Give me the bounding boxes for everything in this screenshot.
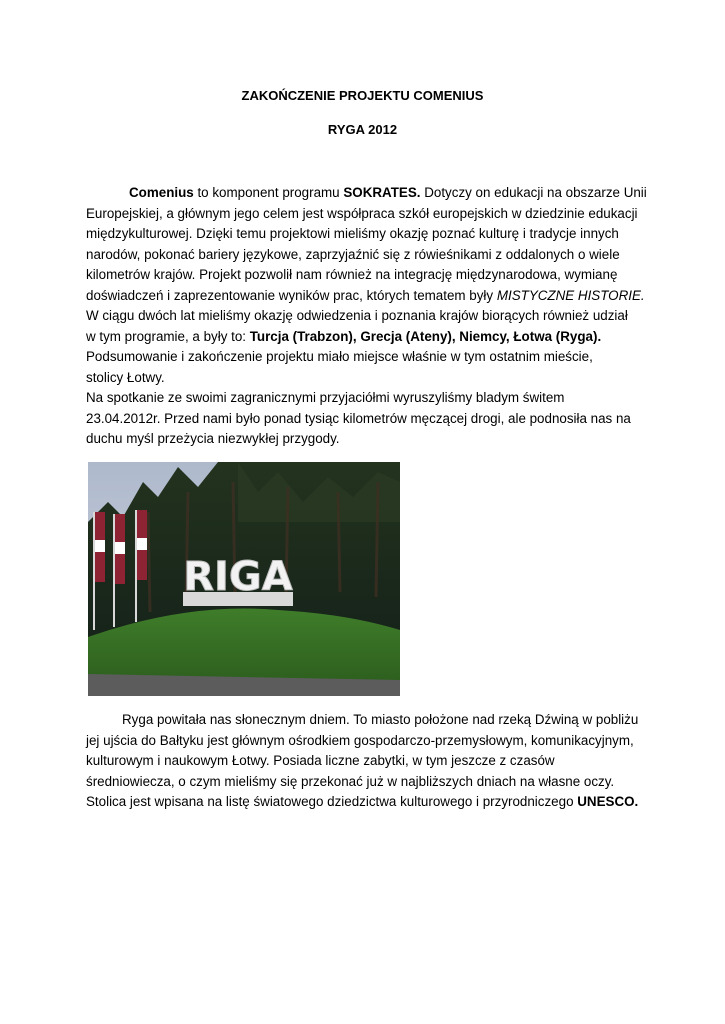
paragraph-line [86,286,646,307]
paragraph-line: Europejskiej, a głównym jego celem jest współpraca szkół europejskich w dziedzinie edukacji [86,205,638,221]
riga-sign-photo [88,462,400,696]
text-run: doświadczeń i zaprezentowanie wyników prac, których tematem były [86,287,497,303]
paragraph-line: kulturowym i naukowym Łotwy. Posiada liczne zabytki, w tym jeszcze z czasów [86,753,555,768]
riga-sign-text: RIGA [183,554,293,600]
paragraph-line: 23.04.2012r. Przed nami było ponad tysiąc kilometrów męczącej drogi, ale podnosiła nas na [86,410,631,426]
paragraph-line [86,710,646,731]
paragraph-line: międzykulturowej. Dzięki temu projektowi mieliśmy okazję poznać kulturę i tradycje innych [86,226,619,241]
italic-term: MISTYCZNE HISTORIE. [496,287,645,303]
document-subtitle: RYGA 2012 [327,122,398,137]
paragraph-line: jej ujścia do Bałtyku jest głównym ośrodkiem gospodarczo-przemysłowym, komunikacyjnym, [86,732,634,748]
paragraph-line [86,183,646,204]
paragraph-line: Na spotkanie ze swoimi zagranicznymi przyjaciółmi wyruszyliśmy bladym świtem [86,390,565,405]
paragraph-line: średniowiecza, o czym mieliśmy się przekonać już w najbliższych dniach na własne oczy. [86,773,615,789]
paragraph-line: kilometrów krajów. Projekt pozwolił nam również na integrację międzynarodowa, wymianę [86,267,618,282]
paragraph-line: narodów, pokonać bariery językowe, zaprzyjaźnić się z rówieśnikami z oddalonych o wiele [86,246,620,262]
paragraph-line: W ciągu dwóch lat mieliśmy okazję odwiedzenia i poznania krajów biorących również udział [86,308,628,323]
riga-photo-illustration [88,462,400,696]
paragraph-line [86,327,646,348]
text-run: Stolica jest wpisana na listę światowego dziedzictwa kulturowego i przyrodniczego [86,794,578,809]
bold-term-comenius: Comenius [129,185,194,200]
paragraph-line: stolicy Łotwy. [86,369,165,385]
text-run: to komponent programu [193,185,344,200]
bold-country-list: Turcja (Trabzon), Grecja (Ateny), Niemcy, Łotwa (Ryga). [249,328,602,344]
text-run: Ryga powitała nas słonecznym dniem. To miasto położone nad rzeką Dźwiną w pobliżu [122,712,639,727]
text-run: w tym programie, a były to: [86,328,250,344]
paragraph-line [86,792,646,813]
bold-term-sokrates: SOKRATES. [343,185,421,200]
paragraph-intro [86,183,646,450]
paragraph-riga [86,710,646,813]
bold-term-unesco: UNESCO. [577,794,639,809]
paragraph-line: duchu myśl przeżycia niezwykłej przygody. [86,431,340,446]
paragraph-line: Podsumowanie i zakończenie projektu miało miejsce właśnie w tym ostatnim mieście, [86,349,593,364]
document-title: ZAKOŃCZENIE PROJEKTU COMENIUS [241,88,484,103]
text-run: Dotyczy on edukacji na obszarze Unii [420,185,647,200]
